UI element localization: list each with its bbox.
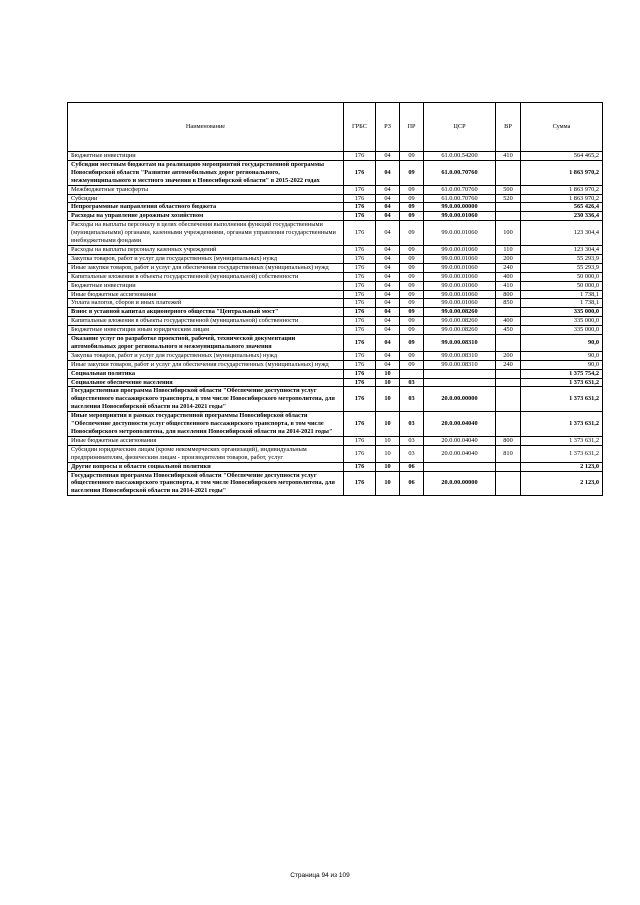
row-grbs-cell: 176	[344, 471, 376, 496]
row-rz-cell: 04	[376, 326, 400, 335]
row-sum-cell: 90,0	[521, 351, 603, 360]
table-row	[68, 290, 603, 299]
row-csr-cell: 99.0.00.01060	[424, 212, 496, 221]
row-rz-cell: 04	[376, 299, 400, 308]
row-pr-cell: 09	[400, 212, 424, 221]
row-grbs-cell: 176	[344, 387, 376, 412]
row-pr-cell: 09	[400, 281, 424, 290]
row-name-cell: Капитальные вложения в объекты государственной (муниципальной) собственности	[68, 317, 344, 326]
row-name-cell: Социальная политика	[68, 369, 344, 378]
row-rz-cell: 04	[376, 245, 400, 254]
table-body	[68, 152, 603, 496]
table-row	[68, 378, 603, 387]
row-vr-cell	[496, 203, 521, 212]
row-grbs-cell: 176	[344, 369, 376, 378]
row-rz-cell: 04	[376, 290, 400, 299]
row-name-cell: Государственная программа Новосибирской области "Обеспечение доступности услуг общественного пассажирского транспорта, в том числе Новосибирского метрополитена, для населения Новосибирской области на 2014-2021 годы"	[68, 471, 344, 496]
row-name-cell: Межбюджетные трансферты	[68, 185, 344, 194]
row-sum-cell: 90,0	[521, 335, 603, 352]
row-pr-cell: 09	[400, 351, 424, 360]
row-csr-cell: 99.0.00.01060	[424, 263, 496, 272]
table-row	[68, 185, 603, 194]
row-pr-cell: 09	[400, 290, 424, 299]
row-vr-cell: 810	[496, 445, 521, 462]
row-csr-cell: 61.0.00.70760	[424, 194, 496, 203]
row-grbs-cell: 176	[344, 203, 376, 212]
row-rz-cell: 04	[376, 272, 400, 281]
row-rz-cell: 04	[376, 263, 400, 272]
row-pr-cell: 09	[400, 360, 424, 369]
header-csr: ЦСР	[424, 103, 496, 152]
row-sum-cell: 1 738,1	[521, 290, 603, 299]
row-pr-cell: 03	[400, 412, 424, 437]
row-vr-cell: 110	[496, 245, 521, 254]
header-sum: Сумма	[521, 103, 603, 152]
row-vr-cell	[496, 412, 521, 437]
row-pr-cell: 09	[400, 326, 424, 335]
row-pr-cell: 03	[400, 436, 424, 445]
row-vr-cell	[496, 308, 521, 317]
row-csr-cell: 99.0.00.01060	[424, 290, 496, 299]
header-rz: РЗ	[376, 103, 400, 152]
row-csr-cell: 61.0.00.54200	[424, 152, 496, 161]
row-grbs-cell: 176	[344, 378, 376, 387]
row-grbs-cell: 176	[344, 299, 376, 308]
row-grbs-cell: 176	[344, 245, 376, 254]
row-name-cell: Иные бюджетные ассигнования	[68, 436, 344, 445]
row-sum-cell: 1 373 631,2	[521, 412, 603, 437]
row-rz-cell: 04	[376, 254, 400, 263]
row-vr-cell: 450	[496, 326, 521, 335]
row-grbs-cell: 176	[344, 281, 376, 290]
row-csr-cell: 99.0.00.00000	[424, 203, 496, 212]
row-vr-cell: 850	[496, 299, 521, 308]
header-pr: ПР	[400, 103, 424, 152]
table-row	[68, 203, 603, 212]
row-vr-cell: 100	[496, 221, 521, 246]
row-vr-cell: 800	[496, 436, 521, 445]
row-grbs-cell: 176	[344, 263, 376, 272]
row-vr-cell	[496, 462, 521, 471]
row-grbs-cell: 176	[344, 317, 376, 326]
row-pr-cell: 09	[400, 272, 424, 281]
row-csr-cell: 99.0.00.01060	[424, 221, 496, 246]
row-grbs-cell: 176	[344, 185, 376, 194]
table-row	[68, 254, 603, 263]
row-rz-cell: 04	[376, 281, 400, 290]
row-sum-cell: 335 000,0	[521, 317, 603, 326]
row-pr-cell: 09	[400, 221, 424, 246]
row-rz-cell: 04	[376, 212, 400, 221]
row-rz-cell: 04	[376, 194, 400, 203]
row-sum-cell: 335 000,0	[521, 326, 603, 335]
row-grbs-cell: 176	[344, 445, 376, 462]
row-name-cell: Субсидии	[68, 194, 344, 203]
row-csr-cell: 99.0.00.01060	[424, 272, 496, 281]
row-rz-cell: 04	[376, 308, 400, 317]
row-grbs-cell: 176	[344, 412, 376, 437]
row-grbs-cell: 176	[344, 335, 376, 352]
row-grbs-cell: 176	[344, 290, 376, 299]
row-pr-cell: 09	[400, 185, 424, 194]
row-name-cell: Субсидии юридическим лицам (кроме некоммерческих организаций), индивидуальным предпринимателям, физическим лицам - производителям товаров, работ, услуг	[68, 445, 344, 462]
row-vr-cell	[496, 378, 521, 387]
row-grbs-cell: 176	[344, 160, 376, 185]
row-vr-cell: 500	[496, 185, 521, 194]
row-grbs-cell: 176	[344, 326, 376, 335]
table-row	[68, 245, 603, 254]
row-sum-cell: 335 000,0	[521, 308, 603, 317]
row-vr-cell: 400	[496, 272, 521, 281]
table-row	[68, 152, 603, 161]
row-rz-cell: 04	[376, 185, 400, 194]
row-vr-cell: 800	[496, 290, 521, 299]
row-name-cell: Капитальные вложения в объекты государственной (муниципальной) собственности	[68, 272, 344, 281]
row-rz-cell: 04	[376, 152, 400, 161]
table-row	[68, 335, 603, 352]
table-row	[68, 360, 603, 369]
row-grbs-cell: 176	[344, 462, 376, 471]
row-vr-cell	[496, 212, 521, 221]
table-row	[68, 351, 603, 360]
table-row	[68, 281, 603, 290]
row-name-cell: Бюджетные инвестиции	[68, 281, 344, 290]
row-sum-cell: 55 293,9	[521, 254, 603, 263]
row-rz-cell: 10	[376, 445, 400, 462]
row-pr-cell: 09	[400, 317, 424, 326]
row-vr-cell	[496, 160, 521, 185]
row-pr-cell: 09	[400, 203, 424, 212]
row-csr-cell: 99.0.00.01060	[424, 254, 496, 263]
row-grbs-cell: 176	[344, 254, 376, 263]
row-sum-cell: 1 863 970,2	[521, 194, 603, 203]
row-pr-cell: 09	[400, 194, 424, 203]
row-csr-cell: 61.0.00.70760	[424, 185, 496, 194]
row-csr-cell: 99.0.00.08260	[424, 317, 496, 326]
row-grbs-cell: 176	[344, 360, 376, 369]
row-csr-cell: 99.0.00.01060	[424, 299, 496, 308]
row-csr-cell: 99.0.00.08260	[424, 308, 496, 317]
table-row	[68, 471, 603, 496]
row-csr-cell: 99.0.00.08310	[424, 351, 496, 360]
table-row	[68, 221, 603, 246]
table-header-row	[68, 103, 603, 152]
row-sum-cell: 1 863 970,2	[521, 185, 603, 194]
row-rz-cell: 10	[376, 378, 400, 387]
table-row	[68, 299, 603, 308]
header-grbs: ГРБС	[344, 103, 376, 152]
row-grbs-cell: 176	[344, 351, 376, 360]
row-pr-cell: 03	[400, 445, 424, 462]
row-name-cell: Иные закупки товаров, работ и услуг для обеспечения государственных (муниципальных) нужд	[68, 263, 344, 272]
row-pr-cell: 09	[400, 335, 424, 352]
row-rz-cell: 04	[376, 351, 400, 360]
header-vr: ВР	[496, 103, 521, 152]
row-sum-cell: 1 738,1	[521, 299, 603, 308]
row-name-cell: Субсидии местным бюджетам на реализацию мероприятий государственной программы Новосибирской области "Развитие автомобильных дорог регионального, межмуниципального и местного значения в Новосибирской области" в 2015-2022 годах	[68, 160, 344, 185]
row-pr-cell: 09	[400, 160, 424, 185]
row-csr-cell: 99.0.00.01060	[424, 281, 496, 290]
row-pr-cell: 06	[400, 462, 424, 471]
row-rz-cell: 04	[376, 317, 400, 326]
row-csr-cell: 20.0.00.04040	[424, 436, 496, 445]
row-rz-cell: 10	[376, 387, 400, 412]
row-vr-cell: 240	[496, 263, 521, 272]
table-row	[68, 326, 603, 335]
row-name-cell: Расходы на выплаты персоналу в целях обеспечения выполнения функций государственными (муниципальными) органами, казенными учреждениями, органами управления государственными внебюджетными фондами	[68, 221, 344, 246]
row-vr-cell	[496, 335, 521, 352]
row-sum-cell: 1 373 631,2	[521, 378, 603, 387]
row-pr-cell: 03	[400, 378, 424, 387]
row-pr-cell: 09	[400, 254, 424, 263]
row-sum-cell: 50 000,0	[521, 281, 603, 290]
row-pr-cell: 09	[400, 152, 424, 161]
budget-table	[67, 102, 603, 496]
row-vr-cell: 410	[496, 152, 521, 161]
row-csr-cell: 99.0.00.08310	[424, 335, 496, 352]
table-row	[68, 387, 603, 412]
row-name-cell: Иные закупки товаров, работ и услуг для обеспечения государственных (муниципальных) нужд	[68, 360, 344, 369]
row-vr-cell	[496, 387, 521, 412]
row-name-cell: Закупка товаров, работ и услуг для государственных (муниципальных) нужд	[68, 351, 344, 360]
row-pr-cell: 03	[400, 387, 424, 412]
row-rz-cell: 10	[376, 412, 400, 437]
row-csr-cell	[424, 462, 496, 471]
row-csr-cell	[424, 369, 496, 378]
row-vr-cell: 240	[496, 360, 521, 369]
row-pr-cell	[400, 369, 424, 378]
row-name-cell: Расходы на выплаты персоналу казенных учреждений	[68, 245, 344, 254]
row-vr-cell	[496, 471, 521, 496]
table-row	[68, 194, 603, 203]
row-grbs-cell: 176	[344, 152, 376, 161]
row-pr-cell: 09	[400, 245, 424, 254]
table-row	[68, 369, 603, 378]
row-vr-cell	[496, 369, 521, 378]
row-sum-cell: 2 123,0	[521, 471, 603, 496]
row-sum-cell: 1 373 631,2	[521, 445, 603, 462]
row-sum-cell: 1 863 970,2	[521, 160, 603, 185]
row-csr-cell: 20.0.00.04040	[424, 412, 496, 437]
row-pr-cell: 09	[400, 263, 424, 272]
table-row	[68, 212, 603, 221]
table-row	[68, 263, 603, 272]
row-csr-cell: 20.0.00.04040	[424, 445, 496, 462]
row-grbs-cell: 176	[344, 194, 376, 203]
row-name-cell: Закупка товаров, работ и услуг для государственных (муниципальных) нужд	[68, 254, 344, 263]
table-row	[68, 462, 603, 471]
row-name-cell: Расходы на управление дорожным хозяйством	[68, 212, 344, 221]
row-name-cell: Взнос в уставной капитал акционерного общества "Центральный мост"	[68, 308, 344, 317]
row-name-cell: Уплата налогов, сборов и иных платежей	[68, 299, 344, 308]
table-row	[68, 160, 603, 185]
row-csr-cell: 20.0.00.00000	[424, 387, 496, 412]
row-sum-cell: 565 426,4	[521, 203, 603, 212]
row-grbs-cell: 176	[344, 212, 376, 221]
row-vr-cell: 200	[496, 254, 521, 263]
row-csr-cell: 99.0.00.08260	[424, 326, 496, 335]
row-grbs-cell: 176	[344, 272, 376, 281]
row-name-cell: Иные бюджетные ассигнования	[68, 290, 344, 299]
row-name-cell: Оказание услуг по разработке проектной, рабочей, технической документации автомобильных дорог регионального и межмуниципального значения	[68, 335, 344, 352]
row-vr-cell: 520	[496, 194, 521, 203]
row-csr-cell: 99.0.00.08310	[424, 360, 496, 369]
row-csr-cell: 99.0.00.01060	[424, 245, 496, 254]
row-pr-cell: 09	[400, 308, 424, 317]
table-row	[68, 317, 603, 326]
row-sum-cell: 1 375 754,2	[521, 369, 603, 378]
table-row	[68, 272, 603, 281]
row-name-cell: Иные мероприятия в рамках государственной программы Новосибирской области "Обеспечение доступности услуг общественного пассажирского транспорта, в том числе Новосибирского метрополитена, для населения Новосибирской области на 2014-2021 годы"	[68, 412, 344, 437]
row-csr-cell: 20.0.00.00000	[424, 471, 496, 496]
row-pr-cell: 09	[400, 299, 424, 308]
row-name-cell: Бюджетные инвестиции	[68, 152, 344, 161]
row-sum-cell: 55 293,9	[521, 263, 603, 272]
row-sum-cell: 2 123,0	[521, 462, 603, 471]
row-pr-cell: 06	[400, 471, 424, 496]
row-grbs-cell: 176	[344, 308, 376, 317]
row-rz-cell: 10	[376, 471, 400, 496]
row-name-cell: Государственная программа Новосибирской области "Обеспечение доступности услуг общественного пассажирского транспорта, в том числе Новосибирского метрополитена, для населения Новосибирской области на 2014-2021 годы"	[68, 387, 344, 412]
row-grbs-cell: 176	[344, 221, 376, 246]
row-rz-cell: 04	[376, 335, 400, 352]
table-row	[68, 412, 603, 437]
row-rz-cell: 10	[376, 462, 400, 471]
table-row	[68, 436, 603, 445]
row-sum-cell: 123 304,4	[521, 245, 603, 254]
row-rz-cell: 04	[376, 360, 400, 369]
row-sum-cell: 90,0	[521, 360, 603, 369]
row-name-cell: Бюджетные инвестиции иным юридическим лицам	[68, 326, 344, 335]
row-sum-cell: 123 304,4	[521, 221, 603, 246]
row-sum-cell: 50 000,0	[521, 272, 603, 281]
row-grbs-cell: 176	[344, 436, 376, 445]
table-row	[68, 308, 603, 317]
row-rz-cell: 10	[376, 436, 400, 445]
row-csr-cell	[424, 378, 496, 387]
row-name-cell: Другие вопросы в области социальной политики	[68, 462, 344, 471]
row-rz-cell: 04	[376, 160, 400, 185]
row-rz-cell: 10	[376, 369, 400, 378]
row-rz-cell: 04	[376, 203, 400, 212]
row-sum-cell: 1 373 631,2	[521, 436, 603, 445]
row-vr-cell: 400	[496, 317, 521, 326]
row-csr-cell: 61.0.00.70760	[424, 160, 496, 185]
row-sum-cell: 564 465,2	[521, 152, 603, 161]
row-sum-cell: 1 373 631,2	[521, 387, 603, 412]
row-vr-cell: 410	[496, 281, 521, 290]
row-sum-cell: 230 336,4	[521, 212, 603, 221]
page-number: Страница 94 из 109	[290, 872, 350, 879]
header-name: Наименование	[68, 103, 344, 152]
row-name-cell: Непрограммные направления областного бюджета	[68, 203, 344, 212]
row-vr-cell: 200	[496, 351, 521, 360]
row-name-cell: Социальное обеспечение населения	[68, 378, 344, 387]
row-rz-cell: 04	[376, 221, 400, 246]
table-row	[68, 445, 603, 462]
